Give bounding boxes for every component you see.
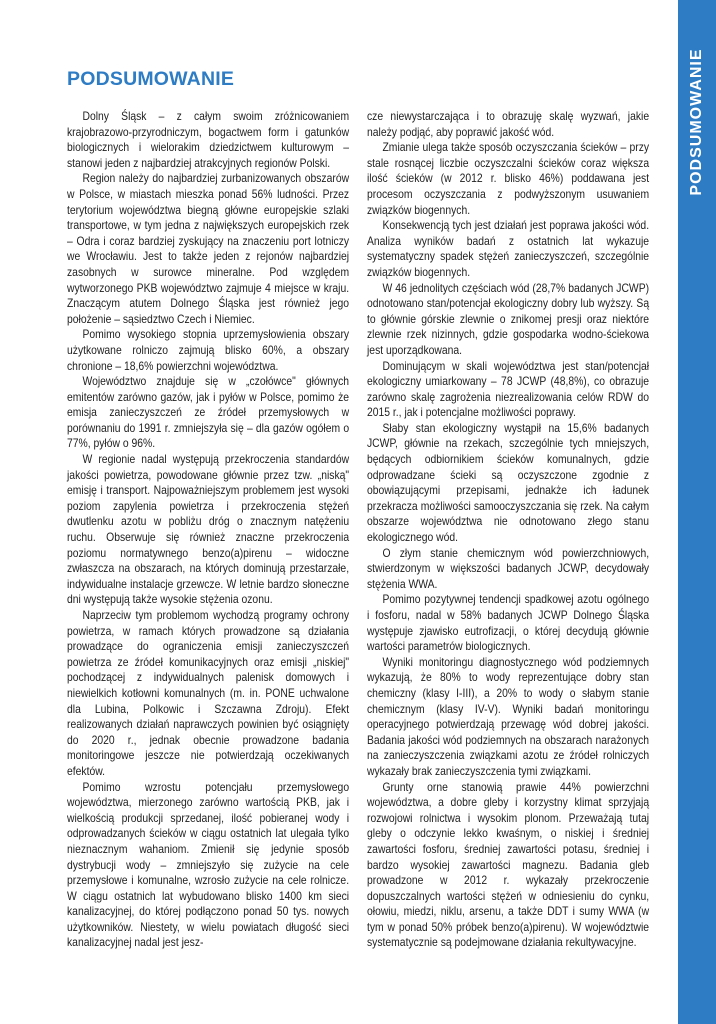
paragraph: Pomimo wysokiego stopnia uprzemysłowienia obszary użytkowane rolniczo zajmują blisko 60%, a obszary chronione – 18,6% powierzchni województwa. — [67, 327, 350, 373]
paragraph: Dominującym w skali województwa jest stan/potencjał ekologiczny umiarkowany – 78 JCWP (48,8%), co obrazuje zarówno skalę zagrożenia niezrealizowania celów RDW do 2015 r., jak i potencjalne możliwości poprawy. — [367, 358, 650, 420]
paragraph: O złym stanie chemicznym wód powierzchniowych, stwierdzonym w większości badanych JCWP, decydowały stężenia WWA. — [367, 545, 650, 591]
paragraph: W regionie nadal występują przekroczenia standardów jakości powietrza, powodowane głównie przez tzw. „niską" emisję i transport. Najpoważniejszym problemem jest wysoki poziom zapylenia powietrza i przekroczenia stężeń dwutlenku azotu w pobliżu dróg o znacznym natężeniu ruchu. Obserwuje się również znaczne przekroczenia poziomu normatywnego benzo(a)pirenu – widoczne zwłaszcza na obszarach, na których dominują przestarzałe, indywidualne instalacje grzewcze. W letnie bardzo słoneczne dni występują także wysokie stężenia ozonu. — [67, 452, 350, 607]
paragraph: Zmianie ulega także sposób oczyszczania ścieków – przy stale rosnącej liczbie oczyszczalni ścieków coraz większa ilość ścieków (w 2012 r. blisko 46%) poddawana jest procesom oczyszczania z podwyższonym usuwaniem związków biogennych. — [367, 140, 650, 217]
paragraph: Wyniki monitoringu diagnostycznego wód podziemnych wykazują, że 80% to wody reprezentujące dobry stan chemiczny (klasy I-III), a 20% to wody o słabym stanie chemicznym (klasy IV-V). Wyniki badań monitoringu operacyjnego potwierdzają przewagę wód dobrej jakości. Badania jakości wód podziemnych na obszarach narażonych na zanieczyszczenia związkami azotu ze źródeł rolniczych wykazały brak zanieczyszczenia tymi związkami. — [367, 654, 650, 778]
side-tab — [678, 0, 716, 1024]
paragraph: Pomimo wzrostu potencjału przemysłowego województwa, mierzonego zarówno wartością PKB, jak i wielkością produkcji sprzedanej, ilość pobieranej wody i odprowadzanych ścieków w ciągu ostatnich lat ulegała tylko nieznacznym wahaniom. Zmienił się jedynie sposób dystrybucji wody – zmniejszyło się zużycie na cele przemysłowe i komunalne, wzrosło zużycie na cele rolnicze. W ciągu ostatnich lat wybudowano blisko 1400 km sieci kanalizacyjnej, do której podłączono ponad 50 tys. nowych użytkowników. Niestety, w wielu powiatach długość sieci kanalizacyjnej nadal jest jesz- — [67, 779, 350, 950]
left-column — [67, 109, 349, 951]
side-tab-label: PODSUMOWANIE — [688, 48, 705, 196]
paragraph: Region należy do najbardziej zurbanizowanych obszarów w Polsce, w miastach mieszka ponad 56% ludności. Przez terytorium województwa biegną główne europejskie szlaki transportowe, w tym jedna z największych europejskich rzek – Odra i coraz bardziej zyskujący na znaczeniu port lotniczy we Wrocławiu. Jest to także jeden z rejonów najbardziej zasobnych w surowce mineralne. Pod względem wytworzonego PKB województwo zajmuje 4 miejsce w kraju. Znaczącym atutem Dolnego Śląska jest również jego położenie – sąsiedztwo Czech i Niemiec. — [67, 171, 350, 326]
right-column — [367, 109, 649, 951]
paragraph: Grunty orne stanowią prawie 44% powierzchni województwa, a dobre gleby i korzystny klimat sprzyjają rozwojowi rolnictwa i wysokim plonom. Przeważają tutaj gleby o odczynie lekko kwaśnym, o niskiej i średniej zawartości fosforu, średniej zawartości potasu, średniej i bardzo wysokiej zawartości magnezu. Badania gleb prowadzone w 2012 r. wykazały przekroczenie dopuszczalnych wartości stężeń w odniesieniu do cynku, ołowiu, miedzi, niklu, arsenu, a także DDT i sumy WWA (w tym w ponad 50% próbek benzo(a)pirenu). W województwie systematycznie są podejmowane działania rekultywacyjne. — [367, 779, 650, 950]
paragraph: Naprzeciw tym problemom wychodzą programy ochrony powietrza, w ramach których prowadzone są działania prowadzące do ograniczenia emisji zanieczyszczeń powietrza ze źródeł komunikacyjnych oraz emisji „niskiej" pochodzącej z indywidualnych palenisk domowych i niewielkich kotłowni komunalnych (m. in. PONE uchwalone dla Lubina, Polkowic i Szczawna Zdroju). Efekt realizowanych działań naprawczych powinien być osiągnięty do 2020 r., jednak obecnie prowadzone badania monitoringowe jeszcze nie potwierdzają oczekiwanych efektów. — [67, 608, 350, 778]
paragraph: Dolny Śląsk – z całym swoim zróżnicowaniem krajobrazowo-przyrodniczym, bogactwem form i gatunków biologicznych i wielorakim dziedzictwem kulturowym – stanowi jeden z najbardziej atrakcyjnych regionów Polski. — [67, 109, 350, 170]
paragraph: Słaby stan ekologiczny wystąpił na 15,6% badanych JCWP, głównie na rzekach, szczególnie tych mniejszych, będących odbiornikiem ścieków komunalnych, gdzie odprowadzane ścieki są oczyszczone zgodnie z obowiązującymi przepisami, jednakże ich ładunek przekracza możliwości samooczyszczania się rzek. Na całym obszarze województwa nie odnotowano złego stanu ekologicznego wód. — [367, 420, 650, 545]
paragraph: Województwo znajduje się w „czołówce" głównych emitentów zarówno gazów, jak i pyłów w Polsce, pomimo że emisja zanieczyszczeń ze źródeł przemysłowych w porównaniu do 1991 r. zmniejszyła się – dla gazów ogółem o 77%, pyłów o 96%. — [67, 374, 350, 451]
paragraph-continued: cze niewystarczająca i to obrazuję skalę wyzwań, jakie należy podjąć, aby poprawić jakość wód. — [367, 109, 650, 139]
paragraph: Pomimo pozytywnej tendencji spadkowej azotu ogólnego i fosforu, nadal w 58% badanych JCWP Dolnego Śląska występuje zjawisko eutrofizacji, o której decydują głównie wartości parametrów biologicznych. — [367, 592, 650, 654]
paragraph: W 46 jednolitych częściach wód (28,7% badanych JCWP) odnotowano stan/potencjał ekologiczny dobry lub wyższy. Są to głównie górskie zlewnie o znikomej presji oraz niektóre zlewnie rzek nizinnych, gdzie gospodarka wodno-ściekowa jest uporządkowana. — [367, 280, 650, 357]
page-title: PODSUMOWANIE — [67, 68, 235, 90]
paragraph: Konsekwencją tych jest działań jest poprawa jakości wód. Analiza wyników badań z ostatnich lat wykazuje systematyczny spadek stężeń zanieczyszczeń, szczególnie związków biogennych. — [367, 218, 650, 279]
